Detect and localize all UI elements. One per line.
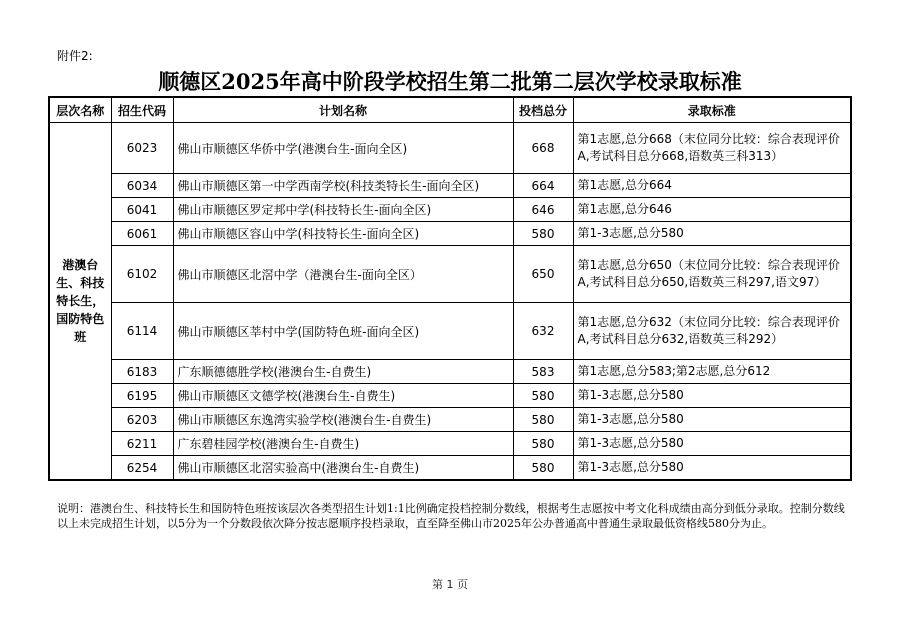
code-cell: 6195 (111, 384, 173, 408)
header-plan-name: 计划名称 (173, 97, 513, 123)
score-cell: 583 (513, 360, 573, 384)
plan-name-cell: 佛山市顺德区容山中学(科技特长生-面向全区) (173, 222, 513, 246)
table-row (49, 123, 851, 174)
code-cell: 6254 (111, 456, 173, 481)
criteria-cell: 第1-3志愿,总分580 (573, 222, 851, 246)
score-cell: 580 (513, 456, 573, 481)
score-cell: 632 (513, 303, 573, 360)
plan-name-cell: 佛山市顺德区莘村中学(国防特色班-面向全区) (173, 303, 513, 360)
score-cell: 646 (513, 198, 573, 222)
code-cell: 6114 (111, 303, 173, 360)
table-row (49, 456, 851, 481)
explanatory-note: 说明：港澳台生、科技特长生和国防特色班按该层次各类型招生计划1:1比例确定投档控制分数线，根据考生志愿按中考文化科成绩由高分到低分录取。控制分数线以上未完成招生计划，以5分为一个分数段依次降分按志愿顺序投档录取，直至降至佛山市2025年公办普通高中普通生录取最低资格线580分为止。 (57, 502, 845, 530)
criteria-cell: 第1志愿,总分668（末位同分比较：综合表现评价A,考试科目总分668,语数英三科313） (573, 123, 851, 174)
table-row (49, 408, 851, 432)
criteria-cell: 第1志愿,总分650（末位同分比较：综合表现评价A,考试科目总分650,语数英三科297,语文97） (573, 246, 851, 303)
plan-name-cell: 广东顺德德胜学校(港澳台生-自费生) (173, 360, 513, 384)
plan-name-cell: 佛山市顺德区文德学校(港澳台生-自费生) (173, 384, 513, 408)
plan-name-cell: 广东碧桂园学校(港澳台生-自费生) (173, 432, 513, 456)
score-cell: 668 (513, 123, 573, 174)
score-cell: 580 (513, 384, 573, 408)
header-code: 招生代码 (111, 97, 173, 123)
score-cell: 580 (513, 408, 573, 432)
table-row (49, 303, 851, 360)
score-cell: 650 (513, 246, 573, 303)
attachment-label: 附件2: (57, 49, 93, 63)
score-cell: 580 (513, 222, 573, 246)
table-header-row (49, 97, 851, 123)
criteria-cell: 第1-3志愿,总分580 (573, 432, 851, 456)
plan-name-cell: 佛山市顺德区第一中学西南学校(科技类特长生-面向全区) (173, 174, 513, 198)
criteria-cell: 第1志愿,总分646 (573, 198, 851, 222)
criteria-cell: 第1志愿,总分583;第2志愿,总分612 (573, 360, 851, 384)
table-row (49, 384, 851, 408)
plan-name-cell: 佛山市顺德区北滘实验高中(港澳台生-自费生) (173, 456, 513, 481)
code-cell: 6041 (111, 198, 173, 222)
score-cell: 580 (513, 432, 573, 456)
table-row (49, 360, 851, 384)
table-row (49, 432, 851, 456)
criteria-cell: 第1-3志愿,总分580 (573, 384, 851, 408)
header-criteria: 录取标准 (573, 97, 851, 123)
code-cell: 6102 (111, 246, 173, 303)
plan-name-cell: 佛山市顺德区东逸湾实验学校(港澳台生-自费生) (173, 408, 513, 432)
score-cell: 664 (513, 174, 573, 198)
header-category: 层次名称 (49, 97, 111, 123)
plan-name-cell: 佛山市顺德区北滘中学（港澳台生-面向全区） (173, 246, 513, 303)
table-row (49, 246, 851, 303)
category-cell: 港澳台生、科技特长生，国防特色班 (49, 123, 111, 481)
code-cell: 6203 (111, 408, 173, 432)
criteria-cell: 第1-3志愿,总分580 (573, 456, 851, 481)
code-cell: 6061 (111, 222, 173, 246)
criteria-cell: 第1-3志愿,总分580 (573, 408, 851, 432)
page-number: 第 1 页 (432, 578, 468, 591)
table-row (49, 174, 851, 198)
admission-table (48, 96, 852, 481)
plan-name-cell: 佛山市顺德区罗定邦中学(科技特长生-面向全区) (173, 198, 513, 222)
plan-name-cell: 佛山市顺德区华侨中学(港澳台生-面向全区) (173, 123, 513, 174)
table-row (49, 222, 851, 246)
document-title: 顺德区2025年高中阶段学校招生第二批第二层次学校录取标准 (158, 69, 742, 94)
code-cell: 6211 (111, 432, 173, 456)
table-row (49, 198, 851, 222)
code-cell: 6183 (111, 360, 173, 384)
header-score: 投档总分 (513, 97, 573, 123)
criteria-cell: 第1志愿,总分664 (573, 174, 851, 198)
code-cell: 6023 (111, 123, 173, 174)
criteria-cell: 第1志愿,总分632（末位同分比较：综合表现评价A,考试科目总分632,语数英三科292） (573, 303, 851, 360)
code-cell: 6034 (111, 174, 173, 198)
